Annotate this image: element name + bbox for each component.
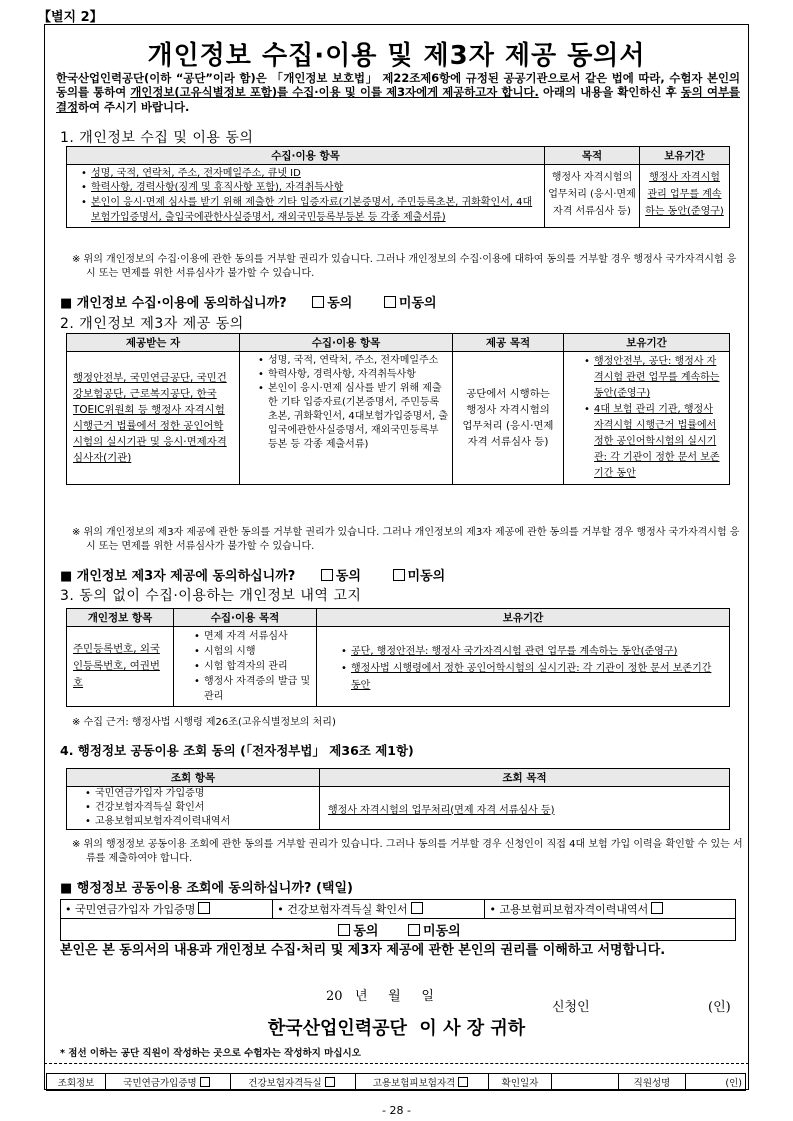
- staff-opt-employment[interactable]: [356, 1074, 489, 1091]
- staff-name-field[interactable]: [686, 1074, 746, 1091]
- s2-disagree-checkbox[interactable]: [390, 569, 446, 584]
- s2-disagree-label: 미동의: [407, 569, 446, 584]
- staff-lookup-label: 조회정보: [47, 1074, 106, 1091]
- s1-agree-checkbox[interactable]: [309, 296, 352, 311]
- staff-table: [46, 1073, 746, 1091]
- staff-opt-label: 고용보험피보험자격: [372, 1078, 456, 1089]
- s2-periods-list: [580, 354, 725, 482]
- checkbox-icon: [325, 1077, 335, 1087]
- s1-question-row: [60, 292, 437, 311]
- checkbox-icon: [198, 902, 210, 914]
- s1-header-period: 보유기간: [640, 147, 730, 165]
- page-number: - 28 -: [382, 1104, 411, 1117]
- footnote: * 점선 이하는 공단 직원이 작성하는 곳으로 수험자는 작성하지 마십시오: [60, 1048, 361, 1059]
- s2-recipients: 행정안전부, 국민연금공단, 국민건강보험공단, 근로복지공단, 한국TOEIC위원회 등 행정사 자격시험 시행근거 법률에서 정한 공인어학시험의 실시기관 및 응시·면제자격 심사자(기관): [67, 352, 240, 485]
- cut-line: [44, 1063, 749, 1064]
- list-item: • 면제 자격 서류심사: [204, 629, 312, 644]
- checkbox-icon: [393, 569, 405, 581]
- checkbox-icon: [458, 1077, 468, 1087]
- s4-header-purpose: 조회 목적: [320, 769, 730, 787]
- page-title: 개인정보 수집·이용 및 제3자 제공 동의서: [147, 41, 646, 71]
- s4-option-label: • 고용보험피보험자격이력내역서: [489, 903, 649, 916]
- intro-text-2: 아래의 내용을 확인하신 후: [538, 85, 681, 100]
- intro-underline-1: 개인정보(고유식별정보 포함)를 수집·이용 및 이를 제3자에게 제공하고자 합니다.: [130, 85, 539, 100]
- s1-purpose: 행정사 자격시험의 업무처리 (응시·면제자격 서류심사 등): [545, 165, 640, 228]
- intro-underline-2: 동의 여부를 결정: [56, 85, 741, 114]
- intro-text-3: 하여 주시기 바랍니다.: [78, 99, 190, 114]
- s4-purpose: 행정사 자격시험의 업무처리(면제 자격 서류심사 등): [320, 787, 730, 830]
- list-item: • 시험 합격자의 관리: [204, 659, 312, 674]
- intro-text-1: 한국산업인력공단(이하 “공단”이라 함)은 「개인정보 보호법」 제22조제6항에 규정된 공공기관으로서 같은 법에 따라, 수험자 본인의 동의를 통하여: [56, 71, 740, 100]
- section-4-heading: 4. 행정정보 공동이용 조회 동의 (「전자정부법」 제36조 제1항): [60, 743, 414, 758]
- applicant-label: 신청인: [552, 1000, 590, 1015]
- checkbox-icon: [321, 569, 333, 581]
- staff-opt-label: 국민연금가입증명: [123, 1078, 197, 1089]
- s4-agree-label: 동의: [353, 924, 379, 939]
- section-1-table: [66, 146, 730, 228]
- s2-agree-checkbox[interactable]: [318, 569, 361, 584]
- checkbox-icon: [408, 924, 420, 936]
- s1-items-list: [77, 167, 540, 225]
- checkbox-icon: [651, 902, 663, 914]
- staff-opt-label: 건강보험자격득실: [248, 1078, 322, 1089]
- list-item: • 본인이 응시·면제 심사를 받기 위해 제출한 기타 입증자료(기본증명서, 주민등록초본, 귀화확인서, 4대보험가입증명서, 출입국에관한사실증명서, 재외국민등록부등본 등 각종 제출서류): [268, 382, 448, 452]
- s2-header-period: 보유기간: [564, 334, 730, 352]
- s3-items: 주민등록번호, 외국인등록번호, 여권번호: [67, 627, 174, 707]
- s2-header-recipient: 제공받는 자: [67, 334, 240, 352]
- s1-header-purpose: 목적: [545, 147, 640, 165]
- section-1-heading: 1. 개인정보 수집 및 이용 동의: [60, 130, 254, 146]
- staff-opt-health[interactable]: [231, 1074, 356, 1091]
- s4-disagree-label: 미동의: [422, 924, 461, 939]
- applicant-seal: (인): [708, 1000, 731, 1015]
- s4-option-health[interactable]: [273, 900, 485, 919]
- checkbox-icon: [411, 902, 423, 914]
- s4-options-table: [60, 899, 736, 941]
- list-item: • 시험의 시행: [204, 644, 312, 659]
- s2-header-items: 수집·이용 항목: [240, 334, 453, 352]
- intro-paragraph: [56, 71, 740, 114]
- addressee: 한국산업인력공단 이 사 장 귀하: [267, 1018, 526, 1039]
- s1-disagree-label: 미동의: [398, 296, 437, 311]
- s1-question: ■ 개인정보 수집·이용에 동의하십니까?: [60, 296, 287, 311]
- list-item: • 고용보험피보험자격이력내역서: [95, 815, 315, 829]
- list-item: • 본인이 응시·면제 심사를 받기 위해 제출한 기타 입증자료(기본증명서, 주민등록초본, 귀화확인서, 4대보험가입증명서, 출입국에관한사실증명서, 재외국민등록부등본 등 각종 제출서류): [91, 195, 540, 225]
- staff-date-label: 확인일자: [489, 1074, 552, 1091]
- section-2-heading: 2. 개인정보 제3자 제공 동의: [60, 316, 244, 332]
- s1-agree-label: 동의: [327, 296, 353, 311]
- list-item: • 4대 보험 관리 기관, 행정사 자격시험 시행근거 법률에서 정한 공인어학시험의 실시기관: 각 기관이 정한 문서 보존기간 동안: [594, 402, 725, 482]
- list-item: • 성명, 국적, 연락처, 주소, 전자메일주소: [268, 354, 448, 368]
- checkbox-icon: [312, 296, 324, 308]
- section-3-table: [66, 608, 730, 707]
- list-item: • 학력사항, 경력사항(징계 및 휴직사항 포함), 자격취득사항: [91, 181, 540, 195]
- s2-header-purpose: 제공 목적: [453, 334, 564, 352]
- s3-periods-list: [337, 643, 723, 694]
- s4-agree-checkbox[interactable]: [335, 924, 378, 939]
- s2-agree-label: 동의: [335, 569, 361, 584]
- s3-note: ※ 수집 근거: 행정사법 시행령 제26조(고유식별정보의 처리): [72, 717, 336, 728]
- checkbox-icon: [384, 296, 396, 308]
- s3-purposes-list: [190, 629, 312, 704]
- staff-name-label: 직원성명: [619, 1074, 686, 1091]
- section-2-table: [66, 333, 730, 485]
- list-item: • 공단, 행정안전부: 행정사 국가자격시험 관련 업무를 계속하는 동안(준영구): [351, 643, 723, 660]
- s4-note: ※ 위의 행정정보 공동이용 조회에 관한 동의를 거부할 권리가 있습니다. 그러나 동의를 거부할 경우 신청인이 직접 4대 보험 가입 이력을 확인할 수 있는 서류를 제출하여야 합니다.: [72, 839, 743, 864]
- s4-option-label: • 건강보험자격득실 확인서: [277, 903, 408, 916]
- s1-disagree-checkbox[interactable]: [381, 296, 437, 311]
- checkbox-icon: [200, 1077, 210, 1087]
- list-item: • 행정안전부, 공단: 행정사 자격시험 관련 업무를 계속하는 동안(준영구): [594, 354, 725, 402]
- section-3-heading: 3. 동의 없이 수집·이용하는 개인정보 내역 고지: [60, 588, 362, 604]
- s4-option-pension[interactable]: [61, 900, 273, 919]
- s1-header-items: 수집·이용 항목: [67, 147, 545, 165]
- s1-period: 행정사 자격시험 관리 업무를 계속하는 동안(준영구): [640, 165, 730, 228]
- consent-statement: 본인은 본 동의서의 내용과 개인정보 수집·처리 및 제3자 제공에 관한 본인의 권리를 이해하고 서명합니다.: [60, 943, 666, 958]
- section-4-table: [66, 768, 730, 830]
- list-item: • 학력사항, 경력사항, 자격취득사항: [268, 368, 448, 382]
- staff-opt-pension[interactable]: [106, 1074, 231, 1091]
- list-item: • 국민연금가입자 가입증명: [95, 787, 315, 801]
- list-item: • 건강보험자격득실 확인서: [95, 801, 315, 815]
- s2-note: ※ 위의 개인정보의 제3자 제공에 관한 동의를 거부할 권리가 있습니다. 그러나 개인정보의 제3자 제공에 관한 동의를 거부할 경우 행정사 국가자격시험 응시 또는 면제를 위한 서류심사가 불가할 수 있습니다.: [72, 527, 740, 552]
- staff-date-field[interactable]: [552, 1074, 619, 1091]
- s4-option-employment[interactable]: [485, 900, 736, 919]
- s3-header-purpose: 수집·이용 목적: [174, 609, 317, 627]
- date-line: 20 년 월 일: [326, 989, 434, 1004]
- list-item: • 행정사법 시행령에서 정한 공인어학시험의 실시기관: 각 기관이 정한 문서 보존기간 동안: [351, 660, 723, 694]
- s4-option-label: • 국민연금가입자 가입증명: [65, 903, 196, 916]
- s3-header-items: 개인정보 항목: [67, 609, 174, 627]
- s3-header-period: 보유기간: [317, 609, 730, 627]
- s2-purpose: 공단에서 시행하는 행정사 자격시험의 업무처리 (응시·면제자격 서류심사 등): [453, 352, 564, 485]
- s4-items-list: [81, 787, 315, 829]
- s4-disagree-checkbox[interactable]: [405, 924, 461, 939]
- list-item: • 행정사 자격증의 발급 및 관리: [204, 674, 312, 704]
- s1-note: ※ 위의 개인정보의 수집·이용에 관한 동의를 거부할 권리가 있습니다. 그러나 개인정보의 수집·이용에 대하여 동의를 거부할 경우 행정사 국가자격시험 응시 또는 면제를 위한 서류심사가 불가할 수 있습니다.: [72, 254, 737, 279]
- s2-question-row: [60, 565, 445, 584]
- form-tag: 【별지 2】: [38, 10, 103, 25]
- s4-question: ■ 행정정보 공동이용 조회에 동의하십니까? (택일): [60, 881, 353, 896]
- s2-items-list: [254, 354, 448, 452]
- checkbox-icon: [338, 924, 350, 936]
- list-item: • 성명, 국적, 연락처, 주소, 전자메일주소, 큐넷 ID: [91, 167, 540, 181]
- s4-header-items: 조회 항목: [67, 769, 320, 787]
- staff-seal: (인): [725, 1078, 742, 1089]
- s2-question: ■ 개인정보 제3자 제공에 동의하십니까?: [60, 569, 296, 584]
